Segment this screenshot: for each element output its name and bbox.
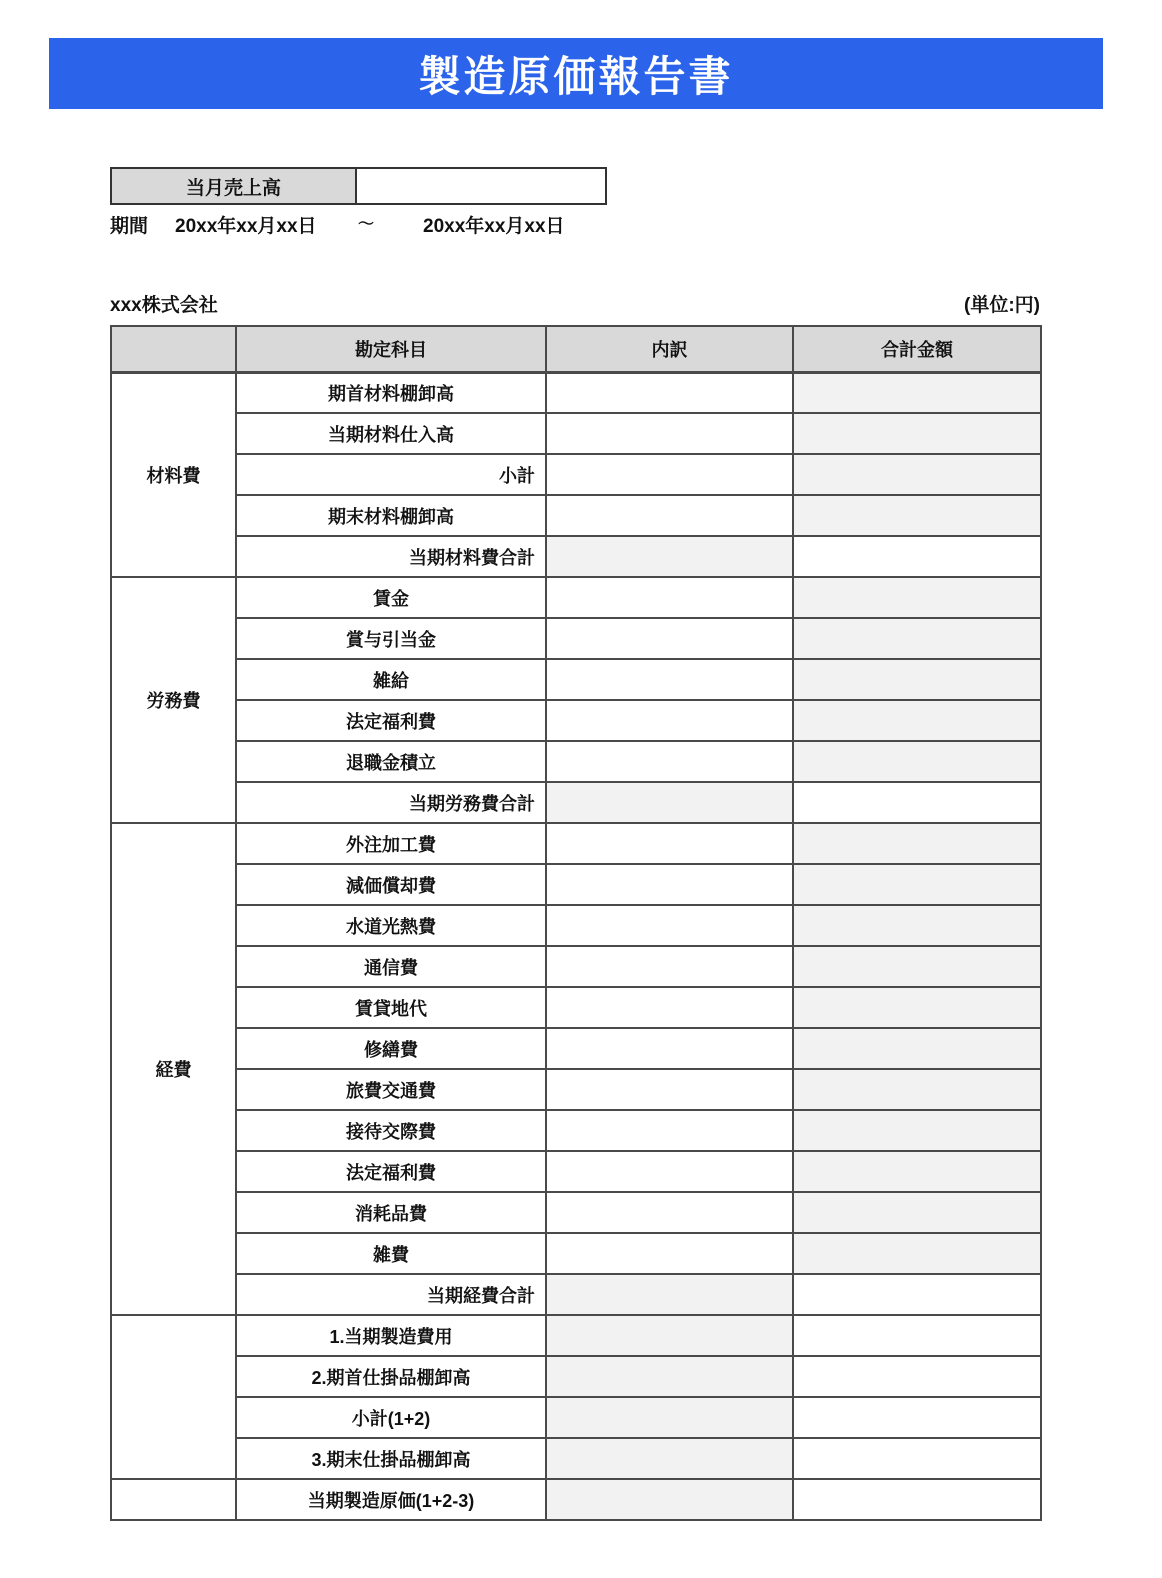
period-end-date: 20xx年xx月xx日 xyxy=(423,216,565,237)
total-value-cell xyxy=(793,905,1041,946)
total-value-cell xyxy=(793,1069,1041,1110)
breakdown-value-cell[interactable] xyxy=(546,1110,793,1151)
breakdown-value-cell[interactable] xyxy=(546,495,793,536)
account-label: 法定福利費 xyxy=(236,700,546,741)
total-value-cell xyxy=(793,454,1041,495)
table-row xyxy=(111,659,1041,700)
cost-table-body xyxy=(111,372,1041,1520)
breakdown-value-cell[interactable] xyxy=(546,659,793,700)
monthly-sales-label: 当月売上高 xyxy=(110,167,357,205)
table-row xyxy=(111,618,1041,659)
total-value-cell xyxy=(793,1028,1041,1069)
monthly-sales-value-cell[interactable] xyxy=(357,167,607,205)
total-value-cell xyxy=(793,1151,1041,1192)
account-label: 水道光熱費 xyxy=(236,905,546,946)
breakdown-value-cell[interactable] xyxy=(546,372,793,413)
table-row xyxy=(111,454,1041,495)
account-label: 1.当期製造費用 xyxy=(236,1315,546,1356)
breakdown-value-cell[interactable] xyxy=(546,413,793,454)
header-row xyxy=(111,326,1041,372)
total-value-cell xyxy=(793,1192,1041,1233)
table-row xyxy=(111,372,1041,413)
breakdown-value-cell[interactable] xyxy=(546,577,793,618)
table-row xyxy=(111,782,1041,823)
breakdown-header: 内訳 xyxy=(546,326,793,372)
table-row xyxy=(111,1069,1041,1110)
table-row xyxy=(111,1274,1041,1315)
company-row xyxy=(110,290,1040,317)
account-label: 法定福利費 xyxy=(236,1151,546,1192)
breakdown-value-cell[interactable] xyxy=(546,946,793,987)
table-row xyxy=(111,1233,1041,1274)
total-value-cell xyxy=(793,987,1041,1028)
table-row xyxy=(111,905,1041,946)
table-row xyxy=(111,1479,1041,1520)
total-value-cell[interactable] xyxy=(793,1397,1041,1438)
total-value-cell xyxy=(793,823,1041,864)
category-cell: 経費 xyxy=(111,823,236,1315)
breakdown-value-cell xyxy=(546,536,793,577)
account-label: 修繕費 xyxy=(236,1028,546,1069)
account-label: 期末材料棚卸高 xyxy=(236,495,546,536)
account-label: 当期労務費合計 xyxy=(236,782,546,823)
total-value-cell[interactable] xyxy=(793,1479,1041,1520)
breakdown-value-cell[interactable] xyxy=(546,905,793,946)
breakdown-value-cell[interactable] xyxy=(546,618,793,659)
total-value-cell xyxy=(793,659,1041,700)
breakdown-value-cell[interactable] xyxy=(546,700,793,741)
account-label: 当期材料費合計 xyxy=(236,536,546,577)
breakdown-value-cell[interactable] xyxy=(546,987,793,1028)
total-value-cell[interactable] xyxy=(793,536,1041,577)
table-row xyxy=(111,864,1041,905)
table-row xyxy=(111,1397,1041,1438)
unit-note: (単位:円) xyxy=(964,295,1040,316)
category-cell: 労務費 xyxy=(111,577,236,823)
account-label: 当期材料仕入高 xyxy=(236,413,546,454)
table-row xyxy=(111,1151,1041,1192)
breakdown-value-cell[interactable] xyxy=(546,823,793,864)
account-label: 当期製造原価(1+2-3) xyxy=(236,1479,546,1520)
table-row xyxy=(111,946,1041,987)
breakdown-value-cell[interactable] xyxy=(546,454,793,495)
account-label: 小計(1+2) xyxy=(236,1397,546,1438)
table-row xyxy=(111,413,1041,454)
table-row xyxy=(111,495,1041,536)
period-label: 期間 xyxy=(110,216,149,237)
account-label: 小計 xyxy=(236,454,546,495)
account-label: 賃貸地代 xyxy=(236,987,546,1028)
account-label: 2.期首仕掛品棚卸高 xyxy=(236,1356,546,1397)
account-label: 通信費 xyxy=(236,946,546,987)
total-value-cell xyxy=(793,700,1041,741)
table-row xyxy=(111,536,1041,577)
total-value-cell xyxy=(793,618,1041,659)
table-row xyxy=(111,1438,1041,1479)
account-label: 消耗品費 xyxy=(236,1192,546,1233)
breakdown-value-cell xyxy=(546,782,793,823)
period-start-date: 20xx年xx月xx日 xyxy=(175,216,317,237)
table-row xyxy=(111,1028,1041,1069)
account-label: 退職金積立 xyxy=(236,741,546,782)
cost-table-header xyxy=(111,326,1041,372)
cost-table xyxy=(110,325,1042,1521)
total-value-cell[interactable] xyxy=(793,782,1041,823)
breakdown-value-cell xyxy=(546,1274,793,1315)
category-cell xyxy=(111,1315,236,1479)
total-value-cell xyxy=(793,864,1041,905)
breakdown-value-cell xyxy=(546,1438,793,1479)
total-value-cell[interactable] xyxy=(793,1315,1041,1356)
breakdown-value-cell xyxy=(546,1479,793,1520)
total-value-cell xyxy=(793,372,1041,413)
total-value-cell[interactable] xyxy=(793,1438,1041,1479)
breakdown-value-cell[interactable] xyxy=(546,864,793,905)
table-row xyxy=(111,577,1041,618)
account-label: 雑費 xyxy=(236,1233,546,1274)
total-value-cell xyxy=(793,495,1041,536)
monthly-sales-box xyxy=(110,167,607,205)
total-value-cell xyxy=(793,741,1041,782)
total-value-cell xyxy=(793,1233,1041,1274)
total-value-cell xyxy=(793,946,1041,987)
period-row xyxy=(110,211,710,237)
table-row xyxy=(111,1315,1041,1356)
table-row xyxy=(111,741,1041,782)
table-row xyxy=(111,823,1041,864)
category-cell: 材料費 xyxy=(111,372,236,577)
total-value-cell xyxy=(793,1110,1041,1151)
breakdown-value-cell[interactable] xyxy=(546,741,793,782)
account-label: 外注加工費 xyxy=(236,823,546,864)
account-label: 旅費交通費 xyxy=(236,1069,546,1110)
breakdown-value-cell[interactable] xyxy=(546,1192,793,1233)
breakdown-value-cell[interactable] xyxy=(546,1028,793,1069)
table-row xyxy=(111,700,1041,741)
account-label: 接待交際費 xyxy=(236,1110,546,1151)
breakdown-value-cell[interactable] xyxy=(546,1233,793,1274)
table-row xyxy=(111,1192,1041,1233)
account-label: 当期経費合計 xyxy=(236,1274,546,1315)
breakdown-value-cell[interactable] xyxy=(546,1069,793,1110)
table-row xyxy=(111,1356,1041,1397)
account-label: 賃金 xyxy=(236,577,546,618)
account-label: 3.期末仕掛品棚卸高 xyxy=(236,1438,546,1479)
period-tilde: ～ xyxy=(358,216,375,233)
category-cell xyxy=(111,1479,236,1520)
total-value-cell xyxy=(793,413,1041,454)
page-title: 製造原価報告書 xyxy=(418,52,734,100)
company-name: xxx株式会社 xyxy=(110,295,218,316)
table-row xyxy=(111,1110,1041,1151)
breakdown-value-cell xyxy=(546,1397,793,1438)
report-title-banner xyxy=(49,38,1103,109)
total-value-cell xyxy=(793,577,1041,618)
account-label: 賞与引当金 xyxy=(236,618,546,659)
table-row xyxy=(111,987,1041,1028)
breakdown-value-cell xyxy=(546,1356,793,1397)
total-value-cell[interactable] xyxy=(793,1356,1041,1397)
breakdown-value-cell[interactable] xyxy=(546,1151,793,1192)
account-header: 勘定科目 xyxy=(236,326,546,372)
breakdown-value-cell xyxy=(546,1315,793,1356)
total-value-cell[interactable] xyxy=(793,1274,1041,1315)
total-header: 合計金額 xyxy=(793,326,1041,372)
account-label: 減価償却費 xyxy=(236,864,546,905)
account-label: 期首材料棚卸高 xyxy=(236,372,546,413)
account-label: 雑給 xyxy=(236,659,546,700)
category-header xyxy=(111,326,236,372)
